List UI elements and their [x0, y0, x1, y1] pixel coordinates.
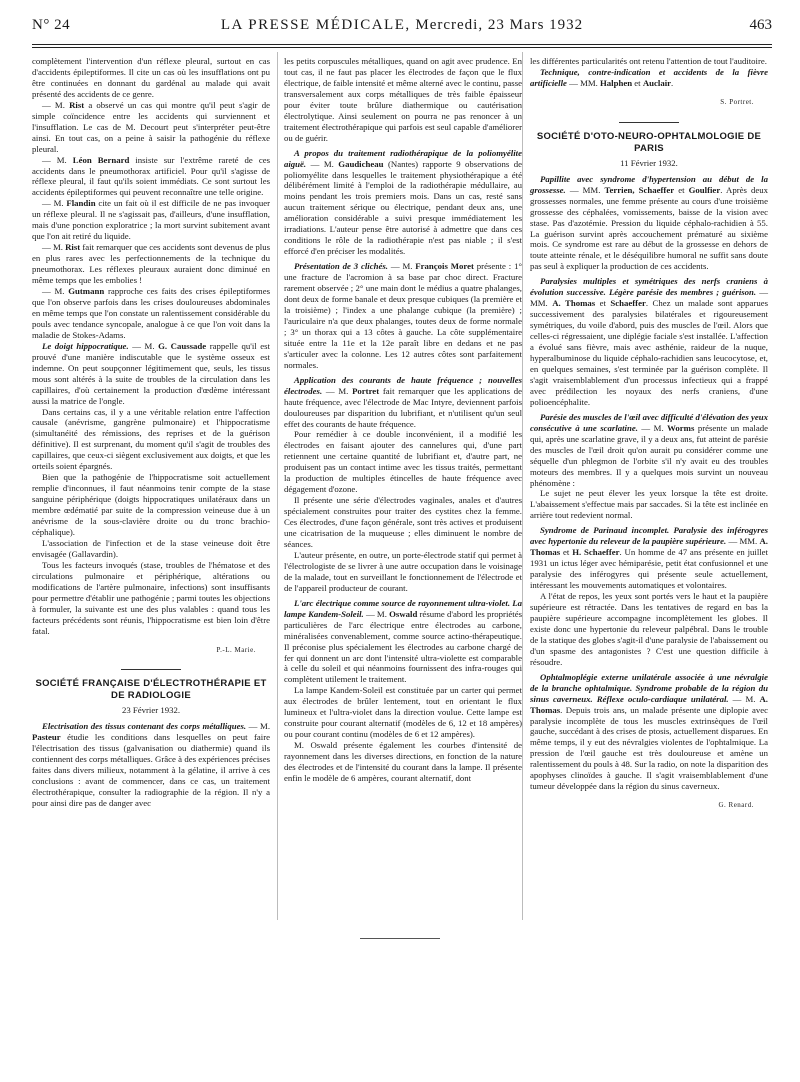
journal-name: LA PRESSE MÉDICALE,: [220, 17, 411, 33]
paragraph: — M. Rist fait remarquer que ces accidents sont devenus de plus en plus rares avec les perfectionnements de la technique du pneumothorax. Les réflexes pleuraux auraient donc diminué en même temps que les embolies !: [32, 242, 270, 286]
journal-title-line: [32, 17, 772, 34]
paragraph: La lampe Kandem-Soleil est constituée par un carter qui permet aux électrodes de brûler lentement, tout en orientant le flux lumineux et l'ultra-violet dans la direction voulue. Cette lampe est construite pour courant alternatif (modèles de 6, 12 et 18 ampères) ou pour courant continu (modèles de 6 et 12 ampères).: [284, 685, 522, 740]
column-2: [284, 56, 522, 784]
paragraph: M. Oswald présente également les courbes d'intensité de rayonnement dans les diverses directions, en fonction de la nature des électrodes et de l'intensité du courant dans la lampe. Il présente enfin le modèle de 6 ampères, courant alternatif, dont: [284, 740, 522, 783]
paragraph: Dans certains cas, il y a une véritable relation entre l'affection causale (anévrisme, gangrène pulmonaire) et l'hippocratisme (simultanéité des rémissions, des reprises et de la guérison définitive). Il est surprenant, du moment qu'il s'agit de troubles des capillaires, que ceux-ci siègent exclusivement aux doigts, et que les orteils soient épargnés.: [32, 406, 270, 472]
paragraph: — M. Flandin cite un fait où il est difficile de ne pas invoquer un réflexe pleural. Il ne s'agissait pas, d'ailleurs, d'une insufflation, mais d'une ponction exploratrice ; la mort survint subitement avant que l'on ait retiré du liquide.: [32, 198, 271, 242]
speaker-name: H. Schaeffer: [572, 547, 620, 558]
speaker-name: Worms: [667, 422, 695, 433]
column-divider: [277, 52, 278, 920]
paragraph: complètement l'intervention d'un réflexe pleural, surtout en cas d'accidents épileptiformes. Il cite un cas où les insufflations ont pu être continuées en donnant du gardénal au malade qui avait présenté des accidents de ce genre.: [32, 56, 270, 99]
header-rule-bottom: [32, 47, 772, 48]
issue-date: Mercredi, 23 Mars 1932: [415, 17, 584, 33]
speaker-name: A. Thomas: [530, 536, 768, 558]
speaker-name: Auclair: [642, 77, 672, 88]
paragraph: Présentation de 3 clichés. — M. François Moret présente : 1° une fracture de l'acromion à sa base par choc direct. Fracture rarement observée ; 2° une main dont le médius a quatre phalanges, dont deux de forme banale et deux presque cubiques (la première et la troisième) ; l'index a une phalange cubique (la première) ; l'auriculaire n'a que deux phalanges, toutes deux de forme normale ; 3° un thorax qui a 13 côtes à gauche. La côte supplémentaire située entre la 11e et la 12e paraît libre en dedans et ne pas s'articuler avec la colonne. Les 12 autres côtes sont parfaitement normales.: [284, 261, 522, 370]
paragraph: Application des courants de haute fréquence ; nouvelles électrodes. — M. Portret fait remarquer que les applications de haute fréquence, avec l'électrode de Mac Intyre, deviennent parfois douloureuses par disparition du lubrifiant, et n'utilisent qu'un seul effet des courants de haute fréquence.: [284, 374, 522, 429]
paragraph: — M. Léon Bernard insiste sur l'extrême rareté de ces accidents dans le pneumothorax artificiel. Pour qu'il s'agisse de réflexe pleural, il faut qu'ils soient immédiats. Ce sont surtout les accidents épileptiformes qui peuvent reconnaître une telle origine.: [32, 154, 270, 198]
paragraph: L'auteur présente, en outre, un porte-électrode statif qui permet à l'électrologiste de se livrer à une autre occupation dans le voisinage de la malade, tout en surveillant le fonctionnement de l'électrode et de l'appareil producteur de courant.: [284, 549, 522, 593]
footer-rule: [360, 938, 440, 939]
speaker-name: Terrien, Schaeffer: [604, 184, 675, 195]
column-divider: [522, 52, 523, 920]
communication-title: Présentation de 3 clichés.: [294, 261, 388, 272]
communication-title: L'arc électrique comme source de rayonnement ultra-violet. La lampe Kandem-Soleil.: [284, 597, 522, 619]
section-separator: [619, 122, 679, 123]
communication-title: Papillite avec syndrome d'hypertension au début de la grossesse.: [530, 173, 768, 195]
session-date: 23 Février 1932.: [121, 705, 181, 716]
paragraph: Syndrome de Parinaud incomplet. Paralysie des inférogyres avec hypertonie du releveur de la paupière supérieure. — MM. A. Thomas et H. Schaeffer. Un homme de 47 ans présente en juillet 1931 un ictus léger avec hémiparésie, petit état confusionnel et une paralysie des inférogyres qui présente seule actuellement, intéressant les mouvements automatiques et volontaires.: [530, 525, 768, 591]
paragraph: Bien que la pathogénie de l'hippocratisme soit actuellement remplie d'inconnues, il faut néanmoins tenir compte de la stase sanguine périphérique (doigts hippocratiques unilatéraux dans un membre œdématié par suite de la compression veineuse due à un anévrisme de la sous-clavière droite ou du tronc brachio-céphalique).: [32, 472, 270, 537]
communication-title: Le doigt hippocratique.: [42, 340, 129, 351]
column-3: [530, 56, 768, 815]
paragraph: — M. Rist a observé un cas qui montre qu'il peut s'agir de simple coïncidence entre les accidents qui surviennent et l'insufflation. Le cas de M. Decourt peut s'interpréter peut-être ainsi. En tout cas, on a peine à saisir la pathogénie du réflexe pleural.: [32, 99, 270, 154]
paragraph: Electrisation des tissus contenant des corps métalliques. — M. Pasteur étudie les conditions dans lesquelles on peut faire l'électrisation des tissus (galvanisation ou diathermie) quand ils contiennent des corps métalliques. Grâce à des expériences précises faites dans divers milieux, notamment à la gélatine, il arrive à ces conclusions : avant de commencer, dans ce cas, un traitement électrothérapique, consulter la radiographie de la région. Il n'y a pour ainsi dire pas de danger avec: [32, 721, 271, 809]
column-1: [32, 56, 270, 809]
paragraph: A propos du traitement radiothérapique de la poliomyélite aiguë. — M. Gaudicheau (Nantes) rapporte 9 observations de poliomyélite dans lesquelles le traitement physiothérapique a été délibérément limité à l'emploi de la radiothérapie médullaire, au moins pendant les trois premiers mois. Dans un cas, resté sans aucun traitement sérique ou électrique, pendant deux ans, une amélioration considérable a suivi presque immédiatement les irradiations. L'auteur pense être autorisé à admettre que dans ces conditions le rôle de la radiothérapie n'est pas niable ; il s'est efforcé d'en préciser les modalités.: [284, 147, 523, 257]
paragraph: Tous les facteurs invoqués (stase, troubles de l'hématose et des circulations pulmonaire et périphérique, altérations ou modifications de l'artère pulmonaire, infections) sont insuffisants pour permettre d'établir une pathogénie ; parmi toutes les objections à formuler, la suivante est une des plus valables : quand tous les facteurs précédents sont réunis, l'hippocratisme est bien loin d'être fatal.: [32, 559, 270, 636]
author-signature: S. Portret.: [720, 97, 754, 106]
communication-title: Ophtalmoplégie externe unilatérale associée à une névralgie de la branche ophtalmique. Syndrome probable de la région du sinus caverneux. Réflexe oculo-cardiaque unilatéral.: [530, 671, 768, 704]
session-date: 11 Février 1932.: [620, 157, 678, 168]
communication-title: Syndrome de Parinaud incomplet. Paralysie des inférogyres avec hypertonie du releveur de la paupière supérieure.: [530, 525, 768, 547]
society-heading: SOCIÉTÉ D'OTO-NEURO-OPHTALMOLOGIE DE PARIS: [536, 130, 762, 154]
speaker-name: Goulfier: [688, 184, 721, 195]
paragraph: Il présente une série d'électrodes vaginales, anales et d'autres spécialement construites pour traiter des cystites chez la femme. Ces électrodes, d'une façon générale, sont très actives et produisent une cicatrisation de la muqueuse ; elles diminuent le nombre de séances.: [284, 495, 522, 549]
speaker-name: Schaeffer: [610, 298, 646, 309]
communication-title: Technique, contre-indication et accidents de la fièvre artificielle: [530, 66, 768, 88]
paragraph: Le doigt hippocratique. — M. G. Caussade rappelle qu'il est prouvé d'une manière indiscutable que le système osseux est indemne. On peut soupçonner légitimement que, seuls, les tissus mous sont altérés à la suite de troubles de la circulation dans les capillaires, d'où certainement la production d'œdème intéressant aussi la matrice de l'ongle.: [32, 340, 270, 406]
speaker-name: Rist: [69, 99, 85, 110]
communication-title: Electrisation des tissus contenant des corps métalliques.: [42, 721, 247, 732]
header-rule-top: [32, 44, 772, 45]
speaker-name: Rist: [65, 242, 81, 253]
communication-title: Parésie des muscles de l'œil avec difficulté d'élévation des yeux consécutive à une scarlatine.: [530, 411, 768, 433]
paragraph: les différentes particularités ont retenu l'attention de tout l'auditoire.: [530, 56, 767, 66]
speaker-name: Léon Bernard: [72, 154, 130, 165]
speaker-name: G. Caussade: [158, 340, 207, 351]
paragraph: A l'état de repos, les yeux sont portés vers le haut et la paupière supérieure est rétractée. Dans les tentatives de regard en bas la paupière supérieure accompagne incomplètement les globes. Il existe donc une hypertonie du releveur palpébral. Dans le trouble de la statique des globes s'agit-il d'une paralysie de l'abaissement ou d'un spasme des antagonistes ? C'est une question difficile à résoudre.: [530, 591, 768, 667]
speaker-name: A. Thomas: [530, 693, 768, 715]
communication-title: Paralysies multiples et symétriques des nerfs craniens à évolution successive. Légère parésie des membres ; guérison.: [530, 276, 768, 298]
issue-number: N° 24: [32, 17, 71, 33]
society-heading: SOCIÉTÉ FRANÇAISE D'ÉLECTROTHÉRAPIE ET DE RADIOLOGIE: [35, 678, 267, 702]
author-signature: P.-L. Marie.: [216, 645, 256, 654]
paragraph: L'association de l'infection et de la stase veineuse doit être envisagée (Gallavardin).: [32, 537, 270, 559]
communication-title: Application des courants de haute fréquence ; nouvelles électrodes.: [284, 374, 522, 396]
speaker-name: A. Thomas: [552, 298, 596, 309]
speaker-name: Portret: [352, 385, 380, 396]
section-separator: [121, 669, 181, 670]
speaker-name: Gaudicheau: [338, 158, 384, 169]
paragraph: Pour remédier à ce double inconvénient, il a modifié les électrodes en faisant ajouter des cannelures qui, d'une part retiennent une certaine quantité de lubrifiant et, d'autre part, ne produisent pas un contact intime avec les tissus traités, permettant la production de multiples étincelles de haute fréquence avec dégagement d'ozone.: [284, 429, 522, 495]
paragraph: Ophtalmoplégie externe unilatérale associée à une névralgie de la branche ophtalmique. Syndrome probable de la région du sinus caverneux. Réflexe oculo-cardiaque unilatéral. — M. A. Thomas. Depuis trois ans, un malade présente une diplopie avec paralysie incomplète de tous les muscles extrinsèques de l'œil gauche, succédant à des crises de ptosis, actuellement disparues. En même temps, il y eut des névralgies violentes de l'ophtalmique. La pression de l'œil gauche est très douloureuse et amène un ralentissement du pouls à 48. Sur la radio, on note la disparition des apophyses clinoïdes à gauche. Il s'agit vraisemblablement d'une tumeur développée dans la région du sinus caverneux.: [530, 671, 768, 792]
paragraph: Technique, contre-indication et accidents de la fièvre artificielle — MM. Halphen et Auclair.: [530, 66, 768, 88]
speaker-name: Flandin: [66, 198, 96, 209]
paragraph: Le sujet ne peut élever les yeux lorsque la tête est droite. L'abaissement s'effectue mais par saccades. Si la tête est inclinée en arrière tout redevient normal.: [530, 488, 768, 521]
speaker-name: Oswald: [389, 608, 418, 619]
paragraph: Papillite avec syndrome d'hypertension au début de la grossesse. — MM. Terrien, Schaeffer et Goulfier. Après deux grossesses normales, une femme présente au cours d'une troisième grossesse des céphalées, vomissements, baisse de la vision avec stase. Pas d'azotémie. Pression du liquide céphalo-rachidien à 55. La guérison survint après accouchement prématuré au sixième mois. Ce syndrome est rare au début de la grossesse en dehors de toute atteinte rénale, et le déséquilibre humoral ne suffit sans doute pas seul à expliquer la production de ces accidents.: [530, 173, 768, 272]
paragraph: L'arc électrique comme source de rayonnement ultra-violet. La lampe Kandem-Soleil. — M. Oswald résume d'abord les propriétés particulières de l'arc électrique entre électrodes au carbone, minéralisées convenablement, comme source actino-thérapeutique. Il préconise plus spécialement les électrodes au carbone chargé de fer qui donnent un arc dont l'intensité ultra-violette est comparable à celle du soleil et qui néanmoins fournissent des infra-rouges qui complètent utilement le traitement.: [284, 597, 522, 685]
page-header: [32, 17, 772, 39]
paragraph: les petits corpuscules métalliques, quand on agit avec prudence. En tout cas, il ne faut pas placer les électrodes de façon que le flux électrique, de faible intensité et même alterné avec le continu, passe transversalement aux corps métalliques de très faible épaisseur pour éviter toute brûlure diathermique ou cautérisation électrolytique. Ainsi seulement on pourra ne pas renoncer à un traitement électrothérapique qui parfois est seul capable d'améliorer ou de guérir.: [284, 56, 522, 143]
paragraph: — M. Gutmann rapproche ces faits des crises épileptiformes que l'on observe parfois dans les crises douloureuses abdominales en même temps que l'on constate un ralentissement considérable du pouls avec tendance syncopale, analogue à ce que l'on voit dans la maladie de Stokes-Adams.: [32, 286, 271, 340]
speaker-name: Gutmann: [68, 286, 105, 297]
paragraph: Paralysies multiples et symétriques des nerfs craniens à évolution successive. Légère parésie des membres ; guérison. — MM. A. Thomas et Schaeffer. Chez un malade sont apparues successivement des paralysies bilatérales et rigoureusement symétriques, du voile d'abord, puis des muscles de l'œil. Alors que celles-ci régressaient, une diplégie faciale s'est installée. L'affection a évolué sans fièvre, mais avec asthénie, raideur de la nuque, hyperalbuminose du liquide céphalo-rachidien sans leucocytose, et, en quelques semaines, s'est terminée par la guérison complète. Il s'agit vraisemblablement d'un processus infectieux qui a frappé avec prédilection les noyaux des nerfs craniens, d'une polioencéphalite.: [530, 276, 768, 407]
speaker-name: Halphen: [600, 77, 633, 88]
communication-title: A propos du traitement radiothérapique de la poliomyélite aiguë.: [284, 147, 522, 169]
speaker-name: François Moret: [415, 261, 474, 272]
paragraph: Parésie des muscles de l'œil avec difficulté d'élévation des yeux consécutive à une scarlatine. — M. Worms présente un malade qui, après une scarlatine grave, il y a deux ans, fut atteint de parésie des muscles de l'œil droit qu'on aurait pu considérer comme une séquelle d'un phlegmon de l'orbite s'il n'y avait eu des troubles moteurs des membres. Il y a quelques mois survint un nouveau phénomène :: [530, 411, 768, 488]
speaker-name: Pasteur: [32, 732, 61, 743]
page-number: 463: [749, 17, 772, 33]
author-signature: G. Renard.: [718, 801, 754, 810]
